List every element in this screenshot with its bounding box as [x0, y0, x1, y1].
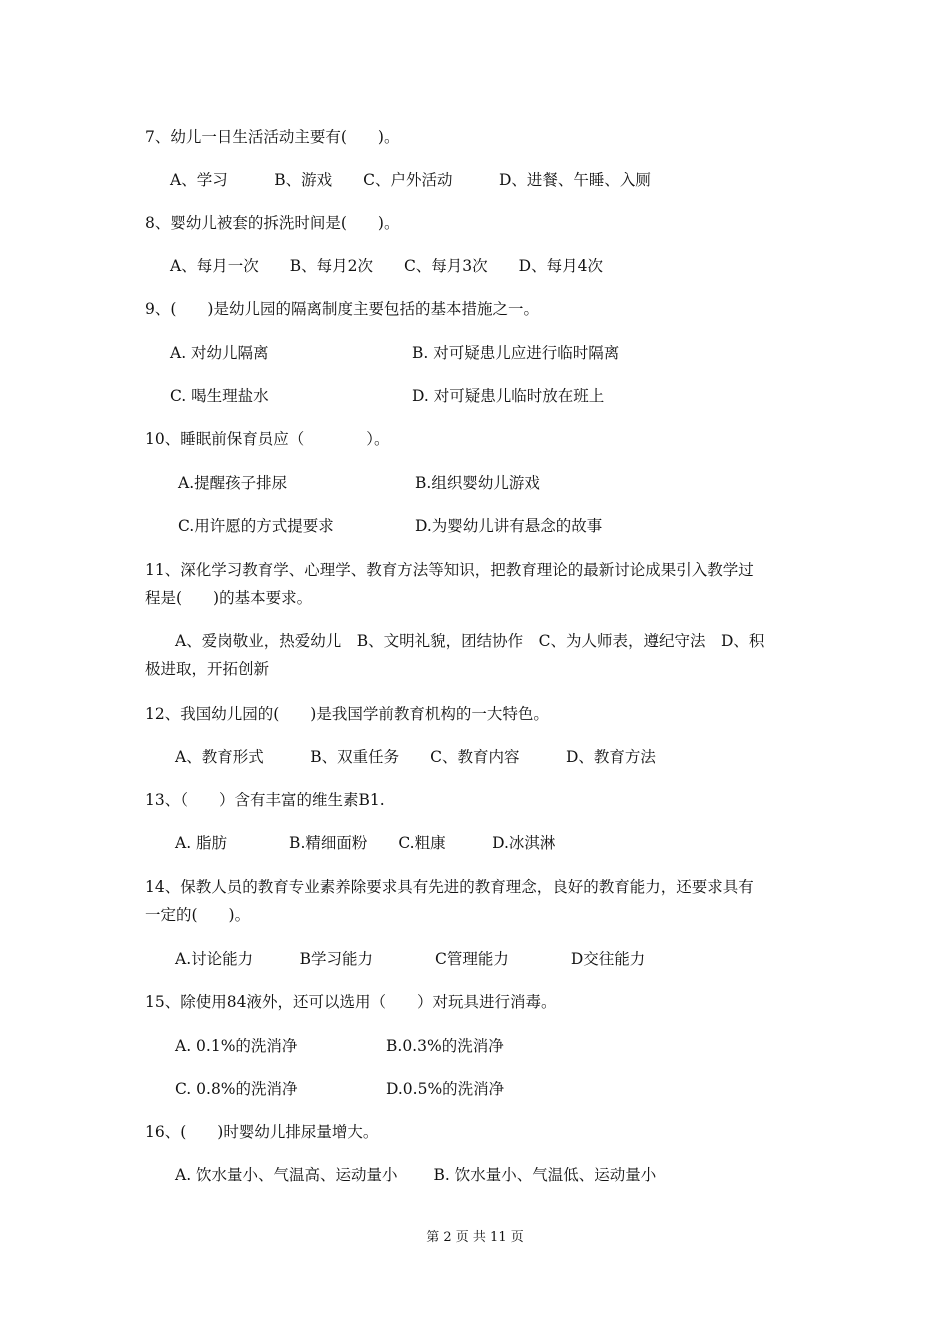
q11-stem-line1: 11、深化学习教育学、心理学、教育方法等知识，把教育理论的最新讨论成果引入教学过 [145, 561, 754, 579]
q16-options: A. 饮水量小、气温高、运动量小 B. 饮水量小、气温低、运动量小 [175, 1166, 657, 1184]
q9-option-a: A. 对幼儿隔离 [170, 344, 269, 362]
q8-stem: 8、婴幼儿被套的拆洗时间是( )。 [145, 214, 400, 232]
q15-option-a: A. 0.1%的洗消净 [175, 1037, 298, 1055]
q15-option-d: D.0.5%的洗消净 [386, 1080, 505, 1098]
q7-options: A、学习 B、游戏 C、户外活动 D、进餐、午睡、入厕 [170, 171, 651, 189]
q15-stem: 15、除使用84液外，还可以选用（ ）对玩具进行消毒。 [145, 993, 557, 1011]
q14-stem-line2: 一定的( )。 [145, 906, 251, 924]
q15-option-c: C. 0.8%的洗消净 [175, 1080, 298, 1098]
q15-option-b: B.0.3%的洗消净 [386, 1037, 504, 1055]
q13-options: A. 脂肪 B.精细面粉 C.粗康 D.冰淇淋 [175, 834, 556, 852]
q14-stem-line1: 14、保教人员的教育专业素养除要求具有先进的教育理念，良好的教育能力，还要求具有 [145, 878, 754, 896]
q9-stem: 9、( )是幼儿园的隔离制度主要包括的基本措施之一。 [145, 300, 539, 318]
q9-option-c: C. 喝生理盐水 [170, 387, 269, 405]
q12-stem: 12、我国幼儿园的( )是我国学前教育机构的一大特色。 [145, 705, 549, 723]
q10-option-c: C.用许愿的方式提要求 [178, 517, 334, 535]
q11-options-line2: 极进取，开拓创新 [145, 660, 270, 678]
q10-option-d: D.为婴幼儿讲有悬念的故事 [415, 517, 603, 535]
q7-stem: 7、幼儿一日生活活动主要有( )。 [145, 128, 400, 146]
q14-options: A.讨论能力 B学习能力 C管理能力 D交往能力 [175, 950, 646, 968]
q9-option-d: D. 对可疑患儿临时放在班上 [412, 387, 605, 405]
q11-stem-line2: 程是( )的基本要求。 [145, 589, 313, 607]
q10-stem: 10、睡眠前保育员应（ ）。 [145, 430, 390, 448]
q10-option-b: B.组织婴幼儿游戏 [415, 474, 540, 492]
q13-stem: 13、（ ）含有丰富的维生素B1. [145, 791, 385, 809]
q16-stem: 16、( )时婴幼儿排尿量增大。 [145, 1123, 379, 1141]
page-footer: 第 2 页 共 11 页 [426, 1230, 524, 1245]
q10-option-a: A.提醒孩子排尿 [178, 474, 288, 492]
q12-options: A、教育形式 B、双重任务 C、教育内容 D、教育方法 [175, 748, 656, 766]
q8-options: A、每月一次 B、每月2次 C、每月3次 D、每月4次 [170, 257, 603, 275]
q9-option-b: B. 对可疑患儿应进行临时隔离 [412, 344, 620, 362]
q11-options-line1: A、爱岗敬业，热爱幼儿 B、文明礼貌，团结协作 C、为人师表，遵纪守法 D、积 [175, 632, 765, 650]
